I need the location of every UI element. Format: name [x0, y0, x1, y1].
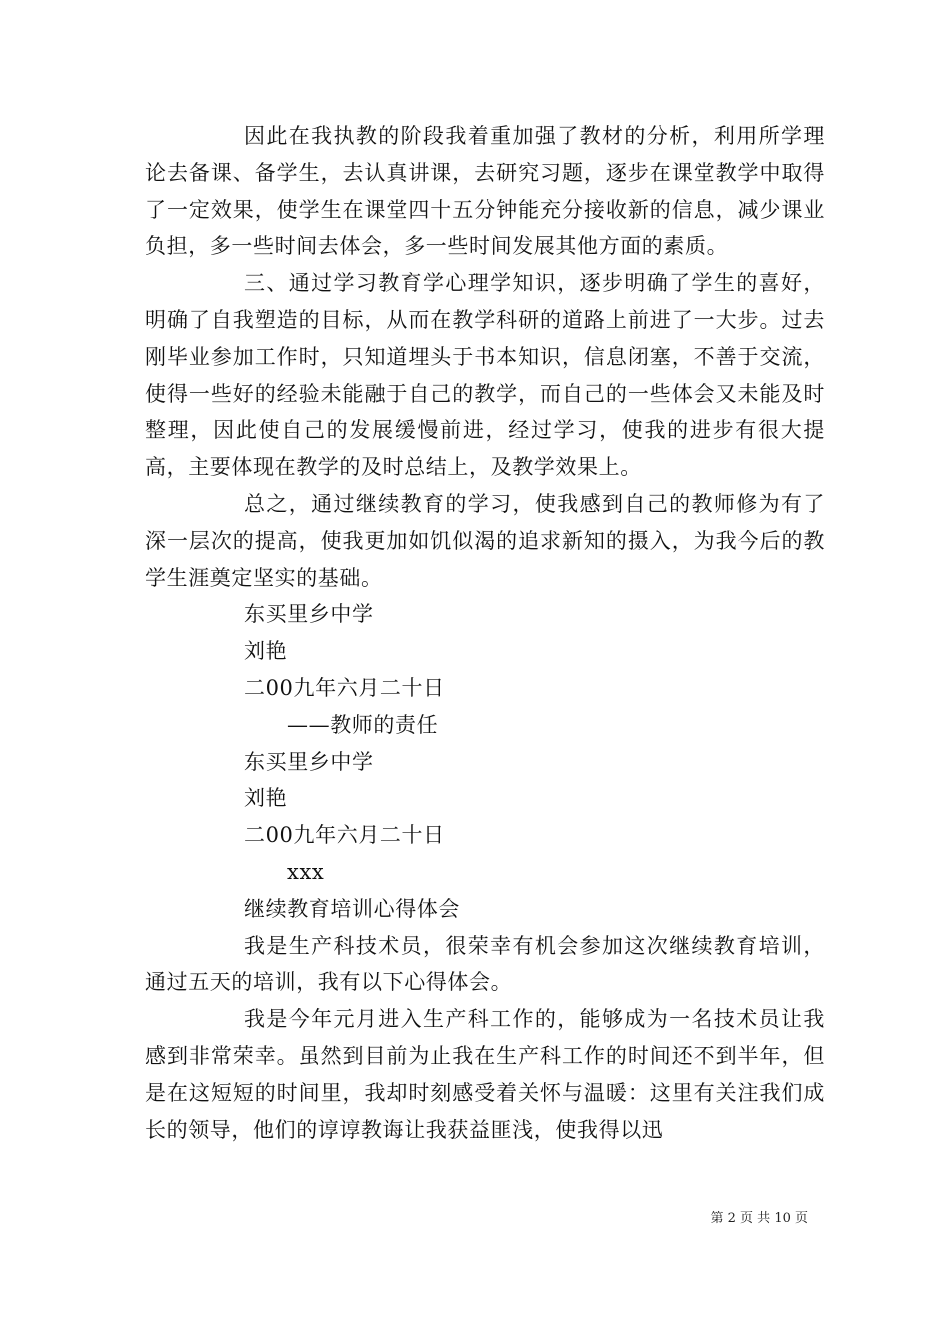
signature-school: 东买里乡中学	[244, 602, 374, 627]
signature-name: 刘艳	[244, 639, 288, 664]
signature-date: 二00九年六月二十日	[244, 823, 445, 848]
placeholder-text: xxx	[287, 859, 325, 884]
paragraph: 总之，通过继续教育的学习，使我感到自己的教师修为有了深一层次的提高，使我更加如饥似渴的追求新知的摄入，为我今后的教学生涯奠定坚实的基础。	[145, 491, 825, 590]
subtitle: ——教师的责任	[287, 712, 439, 737]
page-footer: 第 2 页 共 10 页	[710, 1211, 808, 1226]
signature-date: 二00九年六月二十日	[244, 675, 445, 700]
signature-school: 东买里乡中学	[244, 749, 374, 774]
paragraph: 我是生产科技术员，很荣幸有机会参加这次继续教育培训，通过五天的培训，我有以下心得体会。	[145, 933, 825, 995]
document-body	[145, 118, 825, 1148]
paragraph: 我是今年元月进入生产科工作的，能够成为一名技术员让我感到非常荣幸。虽然到目前为止我在生产科工作的时间还不到半年，但是在这短短的时间里，我却时刻感受着关怀与温暖：这里有关注我们成长的领导，他们的谆谆教诲让我获益匪浅，使我得以迅	[145, 1007, 825, 1142]
paragraph: 三、通过学习教育学心理学知识，逐步明确了学生的喜好，明确了自我塑造的目标，从而在教学科研的道路上前进了一大步。过去刚毕业参加工作时，只知道埋头于书本知识，信息闭塞，不善于交流，使得一些好的经验未能融于自己的教学，而自己的一些体会又未能及时整理，因此使自己的发展缓慢前进，经过学习，使我的进步有很大提高，主要体现在教学的及时总结上，及教学效果上。	[145, 271, 825, 480]
signature-name: 刘艳	[244, 786, 288, 811]
section-title: 继续教育培训心得体会	[244, 896, 460, 921]
paragraph: 因此在我执教的阶段我着重加强了教材的分析，利用所学理论去备课、备学生，去认真讲课，去研究习题，逐步在课堂教学中取得了一定效果，使学生在课堂四十五分钟能充分接收新的信息，减少课业负担，多一些时间去体会，多一些时间发展其他方面的素质。	[145, 124, 825, 259]
